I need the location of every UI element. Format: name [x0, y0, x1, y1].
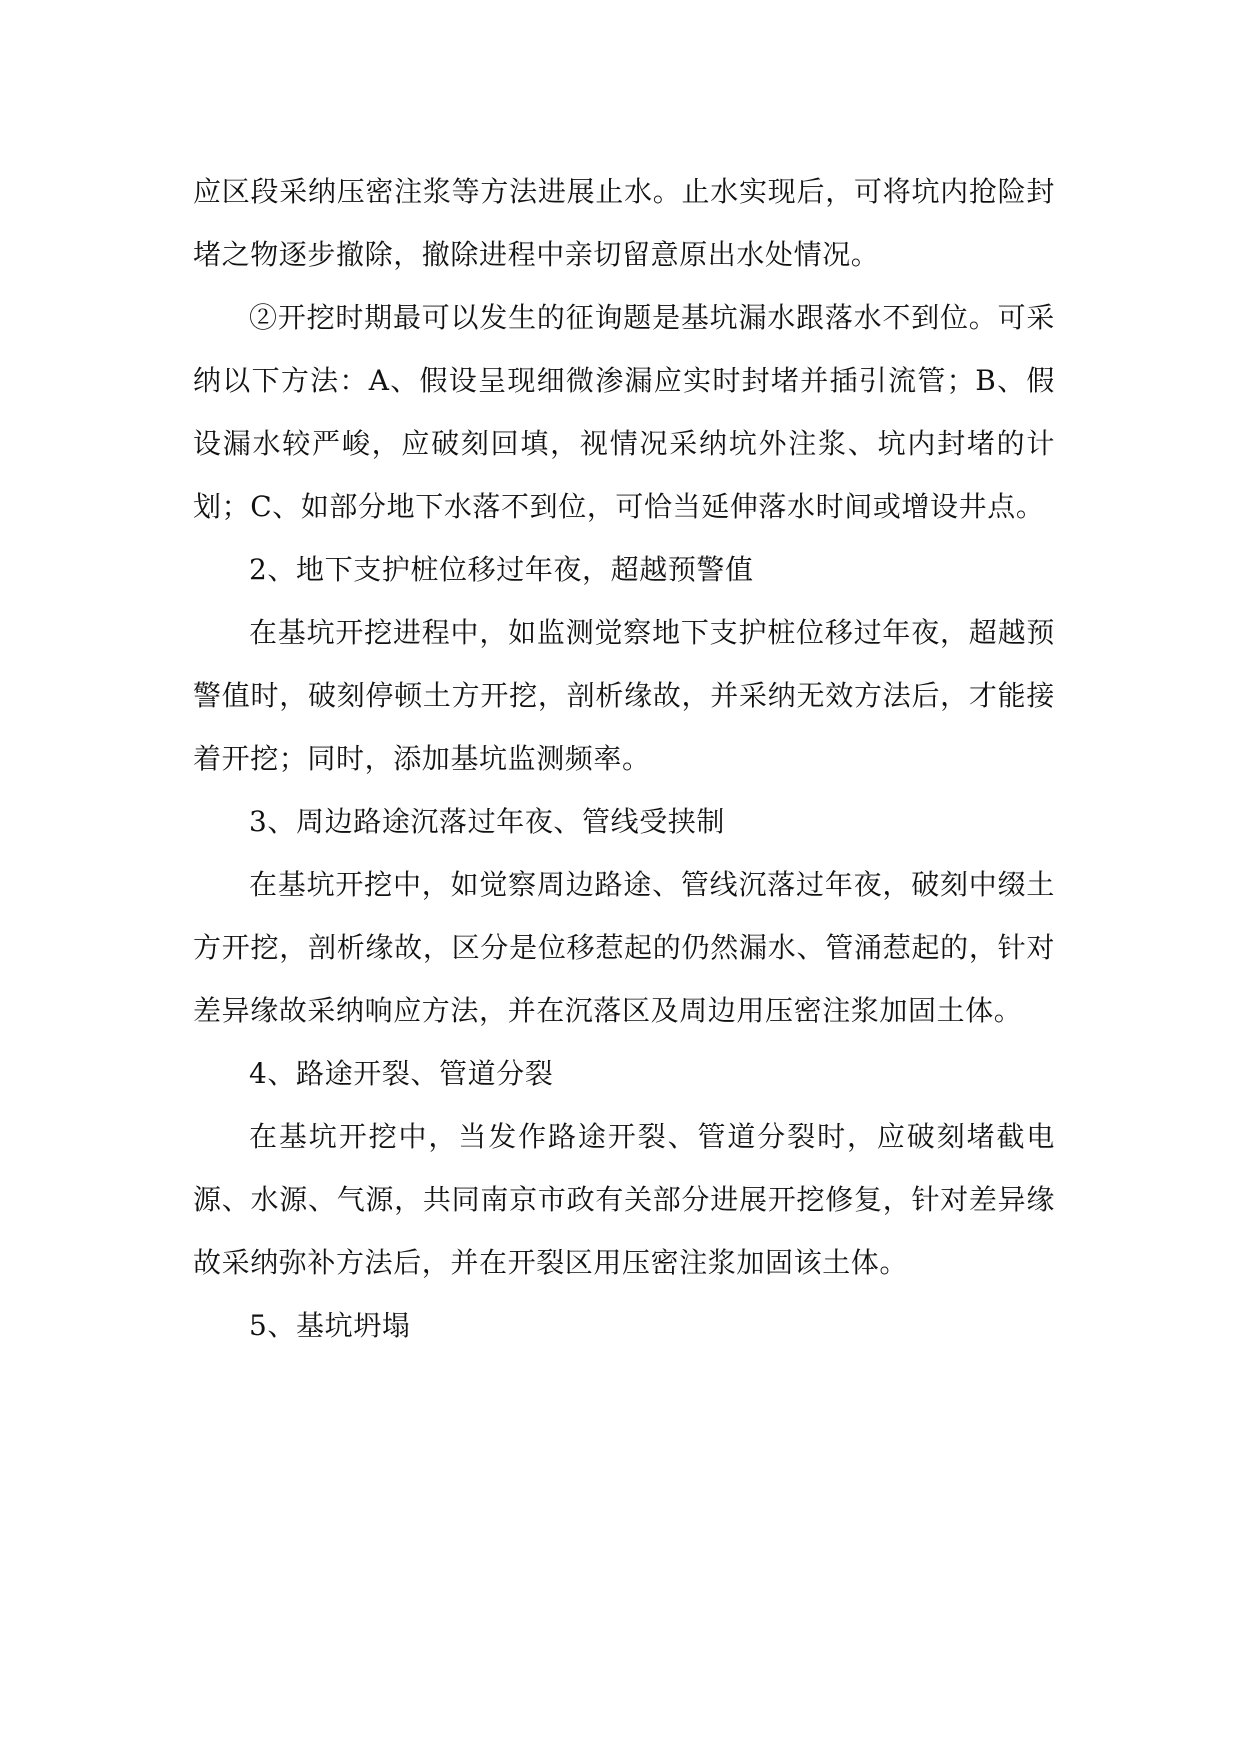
section-heading-4: 4、路途开裂、管道分裂 [249, 1057, 554, 1090]
section-heading-3: 3、周边路途沉落过年夜、管线受挟制 [249, 805, 726, 838]
paragraph-continued: 应区段采纳压密注浆等方法进展止水。止水实现后，可将坑内抢险封堵之物逐步撤除，撤除进程中亲切留意原出水处情况。 [193, 175, 1055, 271]
section-heading-2: 2、地下支护桩位移过年夜，超越预警值 [249, 553, 754, 586]
paragraph-section-3: 在基坑开挖中，如觉察周边路途、管线沉落过年夜，破刻中缀土方开挖，剖析缘故，区分是位移惹起的仍然漏水、管涌惹起的，针对差异缘故采纳响应方法，并在沉落区及周边用压密注浆加固土体。 [193, 868, 1055, 1027]
paragraph-section-4: 在基坑开挖中，当发作路途开裂、管道分裂时，应破刻堵截电源、水源、气源，共同南京市政有关部分进展开挖修复，针对差异缘故采纳弥补方法后，并在开裂区用压密注浆加固该土体。 [193, 1120, 1055, 1279]
document-body [193, 160, 1055, 1357]
paragraph-item-2-measures: ②开挖时期最可以发生的征询题是基坑漏水跟落水不到位。可采纳以下方法：A、假设呈现细微渗漏应实时封堵并插引流管；B、假设漏水较严峻，应破刻回填，视情况采纳坑外注浆、坑内封堵的计划；C、如部分地下水落不到位，可恰当延伸落水时间或增设井点。 [193, 301, 1055, 523]
paragraph-section-2: 在基坑开挖进程中，如监测觉察地下支护桩位移过年夜，超越预警值时，破刻停顿土方开挖，剖析缘故，并采纳无效方法后，才能接着开挖；同时，添加基坑监测频率。 [193, 616, 1055, 775]
section-heading-5: 5、基坑坍塌 [249, 1309, 411, 1342]
